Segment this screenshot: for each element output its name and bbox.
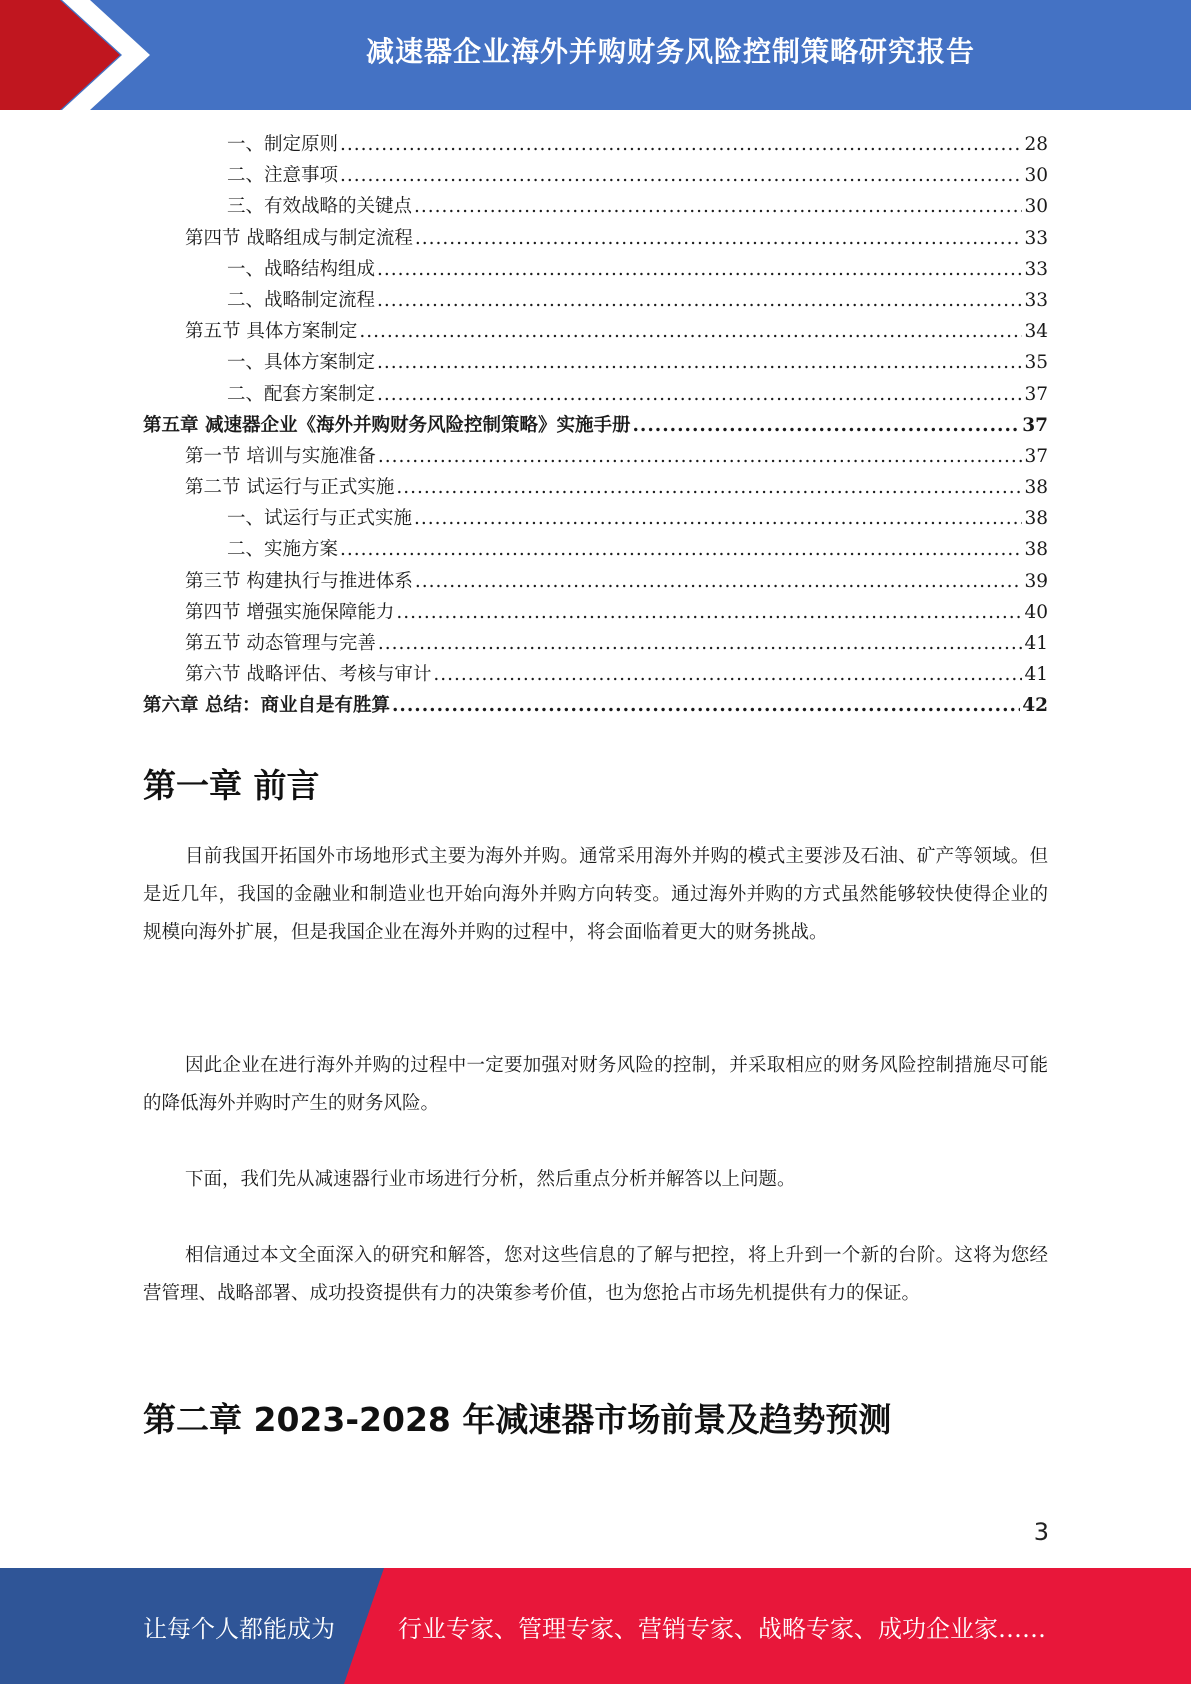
toc-entry-label: 一、具体方案制定 [227,352,376,374]
toc-entry-page: 38 [1024,477,1048,499]
toc-entry[interactable] [143,347,1048,378]
toc-entry-label: 第五节 具体方案制定 [185,321,358,343]
toc-leader-dots [392,690,1020,721]
toc-entry-page: 40 [1024,601,1048,623]
toc-entry-label: 一、制定原则 [227,134,339,155]
toc-entry-page: 30 [1024,196,1048,218]
toc-entry[interactable] [143,285,1048,316]
toc-entry-label: 第二节 试运行与正式实施 [185,477,395,499]
toc-entry[interactable] [143,503,1048,534]
toc-entry[interactable] [143,160,1048,191]
toc-leader-dots [377,347,1022,378]
toc-entry[interactable] [143,441,1048,472]
toc-entry-page: 38 [1024,539,1048,561]
toc-leader-dots [433,659,1022,690]
toc-entry-page: 34 [1024,321,1048,343]
toc-leader-dots [378,441,1023,472]
toc-entry[interactable] [143,534,1048,565]
toc-entry-label: 二、配套方案制定 [227,383,376,405]
toc-entry-page: 30 [1024,165,1048,187]
toc-entry-page: 37 [1022,414,1048,436]
toc-leader-dots [415,566,1023,597]
document-title: 减速器企业海外并购财务风险控制策略研究报告 [365,35,975,68]
toc-entry-label: 第四节 战略组成与制定流程 [185,227,413,249]
paragraph-2: 因此企业在进行海外并购的过程中一定要加强对财务风险的控制，并采取相应的财务风险控制措施尽可能的降低海外并购时产生的财务风险。 [143,1055,1048,1114]
toc-entry-page: 33 [1024,289,1048,311]
toc-leader-dots [415,223,1023,254]
toc-entry-label: 一、战略结构组成 [227,258,376,280]
toc-entry[interactable] [143,472,1048,503]
toc-entry-label: 第五节 动态管理与完善 [185,633,376,654]
toc-entry-label: 第一节 培训与实施准备 [185,445,376,467]
paragraph-1: 目前我国开拓国外市场地形式主要为海外并购。通常采用海外并购的模式主要涉及石油、矿产等领域。但是近几年，我国的金融业和制造业也开始向海外并购方向转变。通过海外并购的方式虽然能够较快使得企业的规模向海外扩展，但是我国企业在海外并购的过程中，将会面临着更大的财务挑战。 [143,846,1048,943]
toc-entry-label: 第三节 构建执行与推进体系 [185,570,413,592]
paragraph-3: 下面，我们先从减速器行业市场进行分析，然后重点分析并解答以上问题。 [185,1169,796,1190]
toc-entry-page: 33 [1024,227,1048,249]
toc-leader-dots [396,472,1022,503]
toc-entry-label: 二、注意事项 [227,165,339,187]
toc-entry[interactable] [143,597,1048,628]
header-banner [0,0,1191,110]
toc-entry-page: 41 [1024,633,1048,654]
toc-entry-page: 37 [1024,383,1048,405]
toc-leader-dots [359,316,1022,347]
footer-banner [0,1568,1191,1684]
toc-entry[interactable] [143,628,1048,659]
toc-entry[interactable] [143,223,1048,254]
toc-entry-label: 第四节 增强实施保障能力 [185,601,395,623]
toc-entry-page: 35 [1024,352,1048,374]
toc-entry[interactable] [143,410,1048,441]
toc-entry-page: 28 [1024,134,1048,155]
table-of-contents [143,129,1048,722]
toc-leader-dots [377,379,1022,410]
toc-entry[interactable] [143,379,1048,410]
chapter-2-heading: 第二章 2023-2028 年减速器市场前景及趋势预测 [143,1400,892,1439]
toc-leader-dots [377,285,1022,316]
toc-leader-dots [340,534,1022,565]
paragraph-4: 相信通过本文全面深入的研究和解答，您对这些信息的了解与把控，将上升到一个新的台阶。这将为您经营管理、战略部署、成功投资提供有力的决策参考价值，也为您抢占市场先机提供有力的保证。 [143,1245,1048,1304]
toc-entry-page: 33 [1024,258,1048,280]
footer-slogan-left: 让每个人都能成为 [143,1614,335,1643]
toc-leader-dots [396,597,1022,628]
chapter-1-heading: 第一章 前言 [143,766,320,805]
toc-entry-page: 41 [1024,664,1048,686]
toc-entry-label: 第六章 总结：商业自是有胜算 [143,695,390,717]
toc-entry[interactable] [143,191,1048,222]
toc-leader-dots [377,254,1022,285]
toc-entry-page: 39 [1024,570,1048,592]
toc-entry-label: 二、战略制定流程 [227,289,376,311]
toc-leader-dots [340,160,1022,191]
toc-entry-page: 37 [1024,445,1048,467]
page-number: 3 [1033,1518,1049,1546]
toc-entry[interactable] [143,254,1048,285]
toc-leader-dots [378,628,1023,659]
toc-entry[interactable] [143,659,1048,690]
toc-entry-label: 第五章 减速器企业《海外并购财务风险控制策略》实施手册 [143,414,631,436]
toc-entry-label: 二、实施方案 [227,539,339,561]
toc-leader-dots [340,129,1022,160]
toc-entry[interactable] [143,566,1048,597]
toc-leader-dots [414,503,1022,534]
toc-entry[interactable] [143,129,1048,160]
toc-entry[interactable] [143,316,1048,347]
toc-leader-dots [414,191,1022,222]
toc-entry-label: 三、有效战略的关键点 [227,196,413,218]
toc-entry-label: 一、试运行与正式实施 [227,508,413,530]
toc-leader-dots [632,410,1020,441]
toc-entry-page: 42 [1022,695,1048,717]
toc-entry-page: 38 [1024,508,1048,530]
toc-entry-label: 第六节 战略评估、考核与审计 [185,664,432,686]
toc-entry[interactable] [143,690,1048,721]
footer-slogan-right: 行业专家、管理专家、营销专家、战略专家、成功企业家…… [398,1614,1046,1643]
